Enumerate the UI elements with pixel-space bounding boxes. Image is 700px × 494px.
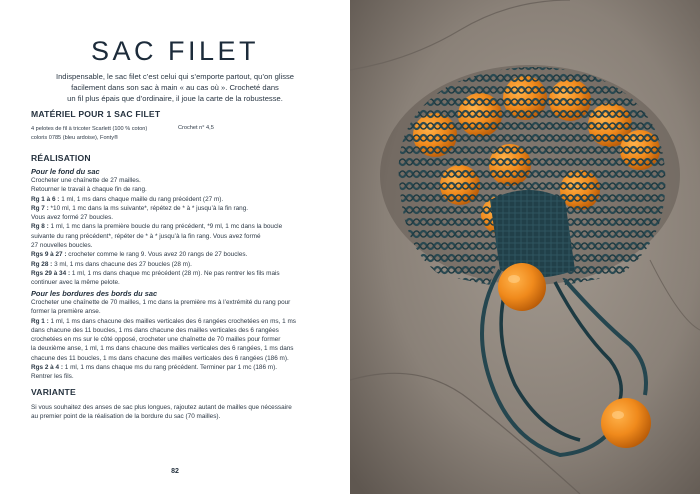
instruction-line bbox=[31, 354, 323, 363]
instruction-line bbox=[31, 260, 323, 269]
fond-instructions bbox=[31, 176, 323, 288]
variante-line: Si vous souhaitez des anses de sac plus longues, rajoutez autant de mailles que nécessaire bbox=[31, 404, 292, 411]
materiel-line: 4 pelotes de fil à tricoter Scarlett (100 % coton) bbox=[31, 126, 148, 132]
instruction-line bbox=[31, 363, 323, 372]
instruction-line bbox=[31, 278, 323, 287]
instruction-line bbox=[31, 317, 323, 326]
bordures-heading: Pour les bordures des bords du sac bbox=[31, 289, 158, 298]
row-text: 27 nouvelles boucles. bbox=[31, 242, 93, 250]
instruction-line bbox=[31, 269, 323, 278]
intro-line: facilement dans son sac à main « au cas où ». Crocheté dans bbox=[71, 83, 279, 92]
instruction-line bbox=[31, 185, 323, 194]
page-title: SAC FILET bbox=[90, 36, 260, 66]
bag-base bbox=[490, 190, 575, 278]
row-label: Rgs 9 à 27 : bbox=[31, 251, 67, 259]
realisation-heading: RÉALISATION bbox=[31, 153, 91, 163]
row-text: continuer avec la même pelote. bbox=[31, 279, 120, 287]
row-text: Crocheter une chaînette de 27 mailles. bbox=[31, 177, 141, 184]
row-text: suivante du rang précédent*, répéter de * à * jusqu’à la fin rang. Vous avez formé bbox=[31, 232, 261, 240]
row-label: Rg 1 à 6 : bbox=[31, 195, 60, 203]
row-text: 1 ml, 1 ms dans chaque maille du rang précédent (27 m). bbox=[59, 195, 224, 203]
row-text: *10 ml, 1 mc dans la ms suivante*, répétez de * à * jusqu’à la fin rang. bbox=[48, 204, 249, 212]
materiel-crochet: Crochet n° 4,5 bbox=[178, 125, 214, 131]
row-text: Vous avez formé 27 boucles. bbox=[31, 214, 114, 222]
instruction-line bbox=[31, 344, 323, 353]
row-label: Rg 28 : bbox=[31, 260, 53, 268]
bag-photo bbox=[350, 0, 700, 494]
instruction-line bbox=[31, 176, 323, 185]
photo-illustration bbox=[350, 0, 700, 494]
variante-heading: VARIANTE bbox=[31, 387, 76, 397]
row-text: 1 ml, 1 ms dans chaque ms du rang précédent. Terminer par 1 mc (186 m). bbox=[62, 364, 278, 372]
intro-line: Indispensable, le sac filet c’est celui qui s’emporte partout, qu’on glisse bbox=[55, 72, 295, 81]
variante-line: au premier point de la réalisation de la bordure du sac (70 mailles). bbox=[31, 413, 221, 421]
instruction-line bbox=[31, 307, 323, 316]
instruction-line bbox=[31, 241, 323, 250]
instruction-line bbox=[31, 213, 323, 222]
row-label: Rgs 29 à 34 : bbox=[31, 269, 71, 277]
row-text: 1 ml, 1 ms dans chaque mc précédent (28 m). Ne pas rentrer les fils mais bbox=[70, 269, 280, 277]
bordures-instructions bbox=[31, 298, 323, 382]
instruction-line bbox=[31, 335, 323, 344]
row-text: Rentrer les fils. bbox=[31, 373, 74, 381]
instruction-line bbox=[31, 298, 323, 307]
row-text: former la première anse. bbox=[31, 308, 101, 316]
instruction-line bbox=[31, 372, 323, 381]
orange-highlight bbox=[508, 275, 520, 283]
row-text: 1 ml, 1 mc dans la première boucle du rang précédent, *9 ml, 1 mc dans la boucle bbox=[48, 223, 283, 231]
intro-paragraph bbox=[50, 71, 300, 104]
loose-orange bbox=[601, 398, 651, 448]
materiel-line: coloris 0785 (bleu ardoise), Fonty® bbox=[31, 135, 119, 141]
loose-orange bbox=[498, 263, 546, 311]
variante-text bbox=[31, 403, 323, 422]
instruction-line bbox=[31, 250, 323, 259]
instruction-line bbox=[31, 195, 323, 204]
row-text: Retourner le travail à chaque fin de rang. bbox=[31, 186, 147, 194]
row-text: crochetées en ms sur le côté opposé, crocheter une chaînette de 70 mailles pour former bbox=[31, 336, 281, 344]
page-number: 82 bbox=[171, 468, 179, 475]
instruction-line bbox=[31, 326, 323, 335]
row-text: dans chacune des 11 boucles, 1 ms dans chacune des mailles verticales des 6 rangées bbox=[31, 326, 279, 334]
row-text: 1 ml, 1 ms dans chacune des mailles verticales des 6 rangées crochetées en ms, 1 ms bbox=[48, 317, 296, 325]
row-label: Rgs 2 à 4 : bbox=[31, 364, 63, 372]
instruction-line bbox=[31, 222, 323, 231]
row-text: la deuxième anse, 1 ml, 1 ms dans chacune des mailles verticales des 6 rangées, 1 ms dans bbox=[31, 345, 294, 353]
row-text: 3 ml, 1 ms dans chacune des 27 boucles (28 m). bbox=[52, 260, 192, 268]
row-text: Crocheter une chaînette de 70 mailles, 1 mc dans la première ms à l’extrémité du rang pour bbox=[31, 299, 291, 306]
orange-highlight bbox=[612, 411, 624, 419]
instruction-line bbox=[31, 204, 323, 213]
fond-heading: Pour le fond du sac bbox=[31, 167, 100, 176]
instruction-line bbox=[31, 232, 323, 241]
row-label: Rg 7 : bbox=[31, 204, 49, 212]
materiel-heading: MATÉRIEL POUR 1 SAC FILET bbox=[31, 109, 161, 119]
row-text: chacune des 11 boucles, 1 ms dans chacune des mailles verticales des 6 rangées (186 m). bbox=[31, 354, 289, 362]
row-text: crocheter comme le rang 9. Vous avez 20 rangs de 27 boucles. bbox=[66, 251, 248, 259]
row-label: Rg 8 : bbox=[31, 223, 49, 231]
row-label: Rg 1 : bbox=[31, 317, 49, 325]
intro-line: un fil plus épais que d’ordinaire, il joue la carte de la robustesse. bbox=[67, 94, 283, 103]
